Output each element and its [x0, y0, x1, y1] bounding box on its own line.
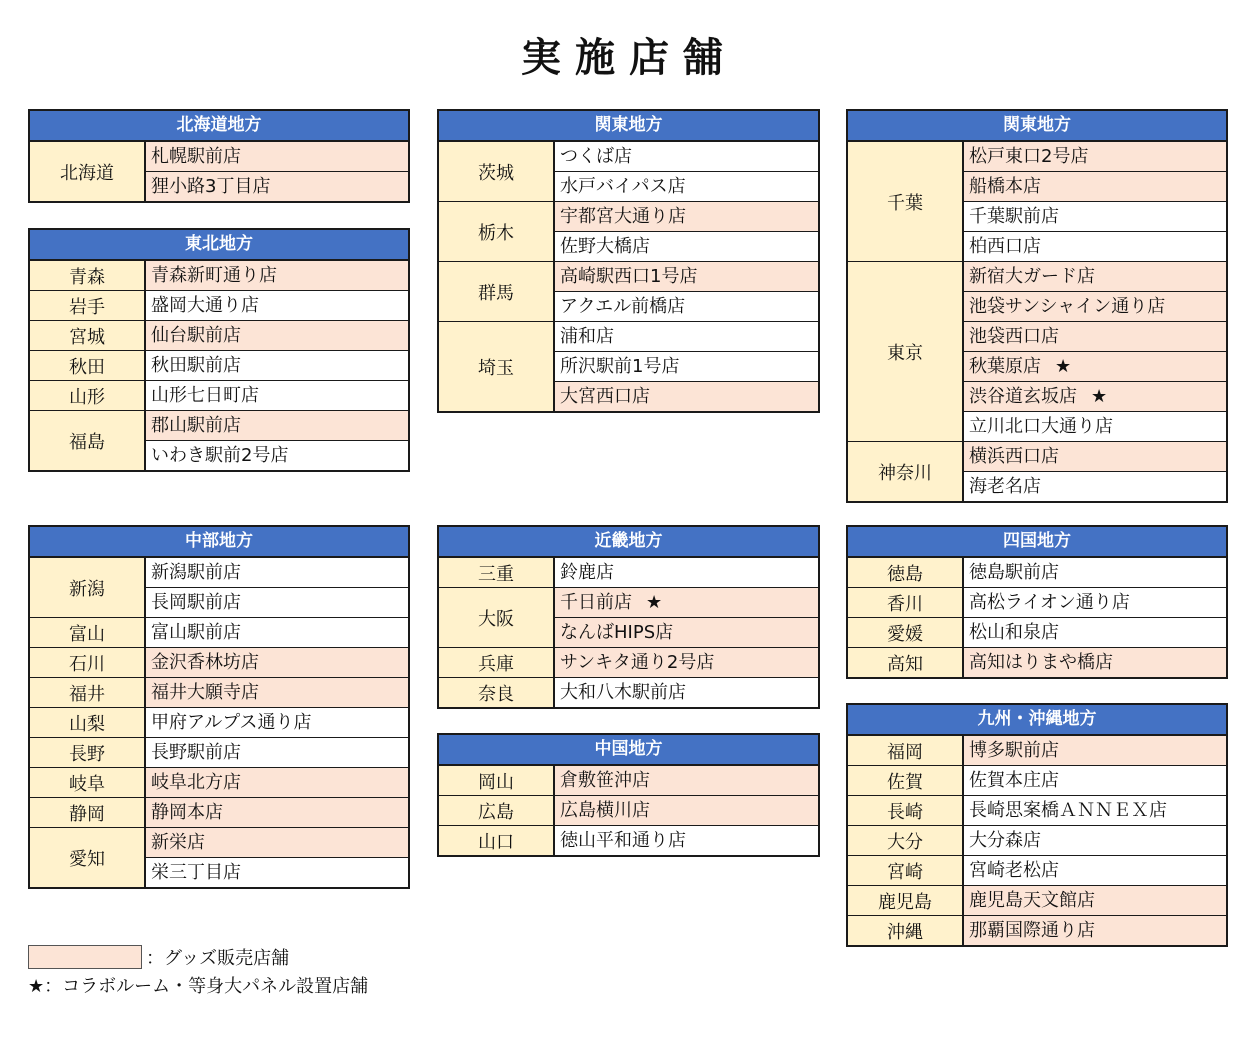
store-cell: [555, 202, 818, 232]
prefecture-cell: 愛媛: [848, 618, 964, 647]
store-cell: [964, 442, 1226, 472]
page-title: 実施店舗: [521, 35, 737, 81]
store-cell: [964, 916, 1226, 945]
store-cell: [146, 351, 408, 380]
store-name: 鹿児島天文館店: [969, 890, 1095, 911]
store-name: 宇都宮大通り店: [560, 206, 686, 227]
store-name: 佐賀本庄店: [969, 770, 1059, 791]
store-name: アクエル前橋店: [560, 296, 686, 317]
store-name: 新潟駅前店: [151, 562, 241, 583]
prefecture-cell: 石川: [30, 648, 146, 677]
store-name: 甲府アルプス通り店: [151, 712, 312, 733]
store-name: 那覇国際通り店: [969, 920, 1095, 941]
store-name: 柏西口店: [969, 236, 1041, 257]
prefecture-cell: 岩手: [30, 291, 146, 320]
prefecture-group: [30, 142, 408, 201]
prefecture-group: [848, 736, 1226, 766]
store-name: 水戸バイパス店: [560, 176, 686, 197]
store-cell: [146, 172, 408, 201]
prefecture-group: [848, 856, 1226, 886]
store-cell: [964, 352, 1226, 382]
region-table: [846, 703, 1228, 947]
store-cell: [964, 412, 1226, 441]
store-name: 富山駅前店: [151, 622, 241, 643]
store-cell: [964, 202, 1226, 232]
store-name: 海老名店: [969, 476, 1041, 497]
store-name: 立川北口大通り店: [969, 416, 1113, 437]
store-cell: [555, 766, 818, 795]
region-header: 近畿地方: [439, 527, 818, 558]
prefecture-cell: 群馬: [439, 262, 555, 321]
prefecture-group: [439, 202, 818, 262]
store-name: 松戸東口2号店: [969, 146, 1089, 167]
store-name: 岐阜北方店: [151, 772, 241, 793]
prefecture-cell: 静岡: [30, 798, 146, 827]
store-cell: [555, 678, 818, 707]
prefecture-cell: 福島: [30, 411, 146, 470]
store-cell: [964, 172, 1226, 202]
store-name: いわき駅前2号店: [151, 445, 289, 466]
prefecture-cell: 兵庫: [439, 648, 555, 677]
prefecture-cell: 秋田: [30, 351, 146, 380]
region-table: [437, 109, 820, 413]
prefecture-group: [848, 262, 1226, 442]
store-cell: [146, 411, 408, 441]
prefecture-group: [439, 766, 818, 796]
prefecture-cell: 長野: [30, 738, 146, 767]
store-name: 倉敷笹沖店: [560, 770, 650, 791]
region-header: 北海道地方: [30, 111, 408, 142]
prefecture-group: [848, 916, 1226, 945]
store-name: 千葉駅前店: [969, 206, 1059, 227]
store-cell: [555, 648, 818, 677]
region-header: 中部地方: [30, 527, 408, 558]
store-cell: [964, 648, 1226, 677]
store-cell: [964, 292, 1226, 322]
region-table: [846, 525, 1228, 679]
region-table: [437, 525, 820, 709]
store-name: 福井大願寺店: [151, 682, 259, 703]
store-name: 徳山平和通り店: [560, 830, 686, 851]
store-cell: [146, 381, 408, 410]
store-name: 静岡本店: [151, 802, 223, 823]
prefecture-group: [848, 588, 1226, 618]
prefecture-group: [439, 588, 818, 648]
prefecture-group: [30, 708, 408, 738]
prefecture-group: [30, 261, 408, 291]
store-cell: [964, 736, 1226, 765]
store-cell: [555, 352, 818, 382]
prefecture-group: [439, 142, 818, 202]
region-table: [437, 733, 820, 857]
store-cell: [964, 826, 1226, 855]
store-cell: [146, 321, 408, 350]
store-name: 秋田駅前店: [151, 355, 241, 376]
store-name: 千日前店: [560, 592, 632, 613]
store-name: 札幌駅前店: [151, 146, 241, 167]
prefecture-cell: 岐阜: [30, 768, 146, 797]
store-name: 山形七日町店: [151, 385, 259, 406]
store-cell: [555, 292, 818, 321]
prefecture-group: [30, 798, 408, 828]
prefecture-cell: 沖縄: [848, 916, 964, 945]
store-cell: [964, 856, 1226, 885]
prefecture-cell: 鹿児島: [848, 886, 964, 915]
prefecture-group: [439, 796, 818, 826]
store-cell: [555, 588, 818, 618]
store-cell: [555, 232, 818, 261]
prefecture-cell: 新潟: [30, 558, 146, 617]
star-icon: ★: [1055, 356, 1072, 377]
region-header: 四国地方: [848, 527, 1226, 558]
store-name: 渋谷道玄坂店: [969, 386, 1077, 407]
region-table: [28, 525, 410, 889]
prefecture-group: [30, 558, 408, 618]
store-cell: [555, 618, 818, 647]
store-name: 高崎駅西口1号店: [560, 266, 698, 287]
store-name: 盛岡大通り店: [151, 295, 259, 316]
prefecture-group: [30, 618, 408, 648]
prefecture-cell: 大阪: [439, 588, 555, 647]
store-name: 高知はりまや橋店: [969, 652, 1113, 673]
store-name: 大和八木駅前店: [560, 682, 686, 703]
prefecture-cell: 青森: [30, 261, 146, 290]
region-table: [28, 228, 410, 472]
prefecture-group: [439, 322, 818, 411]
prefecture-group: [848, 648, 1226, 677]
store-cell: [146, 828, 408, 858]
store-cell: [964, 142, 1226, 172]
prefecture-group: [30, 828, 408, 887]
store-name: 青森新町通り店: [151, 265, 277, 286]
store-cell: [146, 768, 408, 797]
store-name: つくば店: [560, 146, 632, 167]
store-cell: [146, 618, 408, 647]
prefecture-cell: 福岡: [848, 736, 964, 765]
prefecture-cell: 茨城: [439, 142, 555, 201]
store-name: 秋葉原店: [969, 356, 1041, 377]
store-cell: [964, 766, 1226, 795]
store-name: 所沢駅前1号店: [560, 356, 680, 377]
prefecture-group: [30, 678, 408, 708]
store-cell: [146, 142, 408, 172]
store-name: サンキタ通り2号店: [560, 652, 715, 673]
store-cell: [555, 826, 818, 855]
store-name: 大宮西口店: [560, 386, 650, 407]
store-name: 長野駅前店: [151, 742, 241, 763]
store-cell: [964, 322, 1226, 352]
prefecture-group: [30, 351, 408, 381]
prefecture-cell: 香川: [848, 588, 964, 617]
prefecture-group: [30, 381, 408, 411]
prefecture-cell: 東京: [848, 262, 964, 441]
region-header: 九州・沖縄地方: [848, 705, 1226, 736]
prefecture-group: [848, 442, 1226, 501]
region-header: 関東地方: [848, 111, 1226, 142]
store-name: 新栄店: [151, 832, 205, 853]
store-cell: [555, 796, 818, 825]
store-cell: [555, 322, 818, 352]
store-cell: [146, 648, 408, 677]
legend-goods-label: ：グッズ販売店舗: [146, 948, 290, 969]
prefecture-cell: 千葉: [848, 142, 964, 261]
prefecture-group: [30, 291, 408, 321]
store-name: 徳島駅前店: [969, 562, 1059, 583]
store-name: 宮崎老松店: [969, 860, 1059, 881]
prefecture-group: [30, 411, 408, 470]
store-cell: [146, 798, 408, 827]
store-name: 鈴鹿店: [560, 562, 614, 583]
store-name: 郡山駅前店: [151, 415, 241, 436]
prefecture-cell: 徳島: [848, 558, 964, 587]
prefecture-cell: 埼玉: [439, 322, 555, 411]
prefecture-group: [848, 886, 1226, 916]
prefecture-group: [30, 648, 408, 678]
store-name: 博多駅前店: [969, 740, 1059, 761]
store-cell: [146, 588, 408, 617]
store-cell: [146, 558, 408, 588]
prefecture-cell: 福井: [30, 678, 146, 707]
region-header: 東北地方: [30, 230, 408, 261]
prefecture-cell: 宮崎: [848, 856, 964, 885]
store-cell: [964, 382, 1226, 412]
store-name: 広島横川店: [560, 800, 650, 821]
store-name: 長岡駅前店: [151, 592, 241, 613]
store-name: 池袋西口店: [969, 326, 1059, 347]
prefecture-cell: 長崎: [848, 796, 964, 825]
prefecture-cell: 山形: [30, 381, 146, 410]
prefecture-group: [439, 648, 818, 678]
store-name: 松山和泉店: [969, 622, 1059, 643]
store-cell: [964, 796, 1226, 825]
store-cell: [555, 142, 818, 172]
prefecture-cell: 愛知: [30, 828, 146, 887]
prefecture-group: [30, 768, 408, 798]
store-cell: [964, 558, 1226, 587]
legend-star-label: ★：コラボルーム・等身大パネル設置店舗: [28, 976, 369, 997]
region-header: 関東地方: [439, 111, 818, 142]
store-cell: [964, 588, 1226, 617]
store-cell: [964, 618, 1226, 647]
store-cell: [555, 172, 818, 201]
prefecture-cell: 広島: [439, 796, 555, 825]
store-cell: [964, 472, 1226, 501]
region-header: 中国地方: [439, 735, 818, 766]
prefecture-group: [30, 738, 408, 768]
prefecture-cell: 山口: [439, 826, 555, 855]
store-name: 佐野大橋店: [560, 236, 650, 257]
prefecture-cell: 北海道: [30, 142, 146, 201]
prefecture-cell: 奈良: [439, 678, 555, 707]
prefecture-cell: 高知: [848, 648, 964, 677]
store-name: なんばHIPS店: [560, 622, 674, 643]
prefecture-group: [439, 826, 818, 855]
prefecture-group: [439, 678, 818, 707]
prefecture-group: [848, 618, 1226, 648]
region-table: [846, 109, 1228, 503]
store-cell: [146, 291, 408, 320]
prefecture-cell: 神奈川: [848, 442, 964, 501]
store-cell: [964, 232, 1226, 261]
store-cell: [555, 262, 818, 292]
store-cell: [146, 678, 408, 707]
goods-swatch: [28, 945, 142, 969]
prefecture-cell: 佐賀: [848, 766, 964, 795]
prefecture-group: [439, 558, 818, 588]
store-name: 栄三丁目店: [151, 862, 241, 883]
prefecture-group: [848, 796, 1226, 826]
prefecture-group: [848, 142, 1226, 262]
star-icon: ★: [646, 592, 663, 613]
store-name: 高松ライオン通り店: [969, 592, 1130, 613]
prefecture-cell: 大分: [848, 826, 964, 855]
legend: [28, 943, 368, 999]
store-cell: [146, 441, 408, 470]
prefecture-cell: 宮城: [30, 321, 146, 350]
prefecture-cell: 三重: [439, 558, 555, 587]
prefecture-group: [848, 558, 1226, 588]
prefecture-group: [848, 766, 1226, 796]
store-name: 横浜西口店: [969, 446, 1059, 467]
store-name: 浦和店: [560, 326, 614, 347]
store-name: 狸小路3丁目店: [151, 176, 271, 197]
store-cell: [146, 708, 408, 737]
prefecture-group: [848, 826, 1226, 856]
prefecture-cell: 岡山: [439, 766, 555, 795]
store-name: 仙台駅前店: [151, 325, 241, 346]
store-name: 新宿大ガード店: [969, 266, 1095, 287]
region-table: [28, 109, 410, 203]
store-name: 池袋サンシャイン通り店: [969, 296, 1166, 317]
store-name: 長崎思案橋ＡＮＮＥＸ店: [969, 800, 1167, 821]
prefecture-cell: 栃木: [439, 202, 555, 261]
store-name: 大分森店: [969, 830, 1041, 851]
store-cell: [964, 262, 1226, 292]
store-cell: [555, 382, 818, 411]
prefecture-group: [30, 321, 408, 351]
prefecture-cell: 山梨: [30, 708, 146, 737]
star-icon: ★: [1091, 386, 1108, 407]
prefecture-cell: 富山: [30, 618, 146, 647]
store-name: 船橋本店: [969, 176, 1041, 197]
store-cell: [146, 261, 408, 290]
store-name: 金沢香林坊店: [151, 652, 259, 673]
store-cell: [964, 886, 1226, 915]
store-cell: [555, 558, 818, 587]
store-cell: [146, 858, 408, 887]
store-cell: [146, 738, 408, 767]
prefecture-group: [439, 262, 818, 322]
